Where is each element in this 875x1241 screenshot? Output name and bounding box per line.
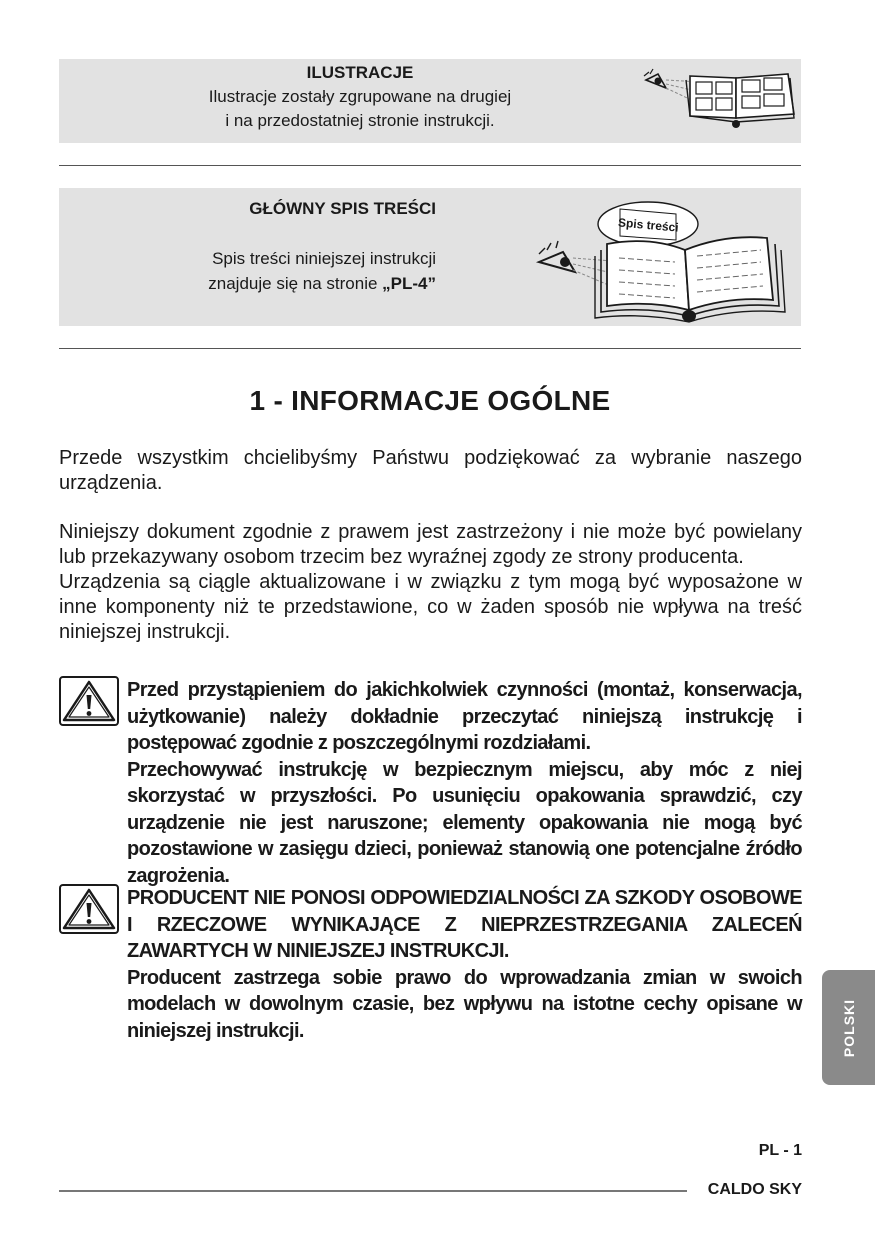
contents-page-ref: „PL-4” bbox=[382, 274, 436, 293]
contents-line-2 bbox=[120, 271, 436, 296]
illustrations-title: ILUSTRACJE bbox=[306, 63, 414, 82]
contents-line-2-prefix: znajduje się na stronie bbox=[208, 274, 383, 293]
illustrations-line-1: Ilustracje zostały zgrupowane na drugiej bbox=[208, 87, 512, 106]
illustrations-line-2: i na przedostatniej stronie instrukcji. bbox=[225, 111, 495, 130]
eye-catalog-icon bbox=[640, 66, 800, 140]
warning-icon bbox=[59, 676, 119, 726]
warning-text-2 bbox=[127, 885, 802, 1044]
section-divider bbox=[59, 348, 801, 349]
contents-text bbox=[120, 246, 436, 296]
warning-text-1 bbox=[127, 677, 802, 889]
eye-book-icon bbox=[535, 196, 795, 324]
section-title: 1 - INFORMACJE OGÓLNE bbox=[249, 385, 611, 416]
warning-2-detail: Producent zastrzega sobie prawo do wprowadzania zmian w swoich modelach w dowolnym czasie, bez wpływu na istotne cechy opisane w niniejszej instrukcji. bbox=[127, 966, 802, 1042]
page-number: PL - 1 bbox=[758, 1142, 802, 1159]
section-divider bbox=[59, 165, 801, 166]
bubble-label: Spis treści bbox=[617, 215, 680, 235]
warning-2-main: PRODUCENT NIE PONOSI ODPOWIEDZIALNOŚCI ZA SZKODY OSOBOWE I RZECZOWE WYNIKAJĄCE Z NIEPRZESTRZEGANIA ZALECEŃ ZAWARTYCH W NINIEJSZEJ INSTRUKCJI. bbox=[127, 887, 802, 962]
contents-title: GŁÓWNY SPIS TREŚCI bbox=[249, 199, 436, 218]
paragraph-updates: Urządzenia są ciągle aktualizowane i w związku z tym mogą być wyposażone w inne komponenty niż te przedstawione, co w żaden sposób nie wpływa na treść niniejszej instrukcji. bbox=[59, 571, 802, 643]
language-tab-label: POLSKI bbox=[840, 998, 857, 1057]
footer-divider bbox=[59, 1190, 687, 1192]
brand-name: CALDO SKY bbox=[707, 1181, 802, 1198]
warning-icon bbox=[59, 884, 119, 934]
illustrations-text bbox=[150, 61, 570, 133]
contents-line-1: Spis treści niniejszej instrukcji bbox=[212, 249, 436, 268]
language-tab bbox=[822, 970, 875, 1085]
paragraph-thanks: Przede wszystkim chcielibyśmy Państwu podziękować za wybranie naszego urządzenia. bbox=[59, 447, 802, 494]
warning-1-detail: Przechowywać instrukcję w bezpiecznym miejscu, aby móc z niej skorzystać w przyszłości. Po usunięciu opakowania sprawdzić, czy urządzenie nie jest naruszone; elementy opakowania nie mogą być pozostawione w zasięgu dzieci, ponieważ stanowią one potencjalne źródło zagrożenia. bbox=[127, 758, 802, 887]
paragraph-copyright: Niniejszy dokument zgodnie z prawem jest zastrzeżony i nie może być powielany lub przekazywany osobom trzecim bez wyraźnej zgody ze strony producenta. bbox=[59, 521, 802, 568]
paragraph-block bbox=[59, 520, 802, 645]
warning-1-main: Przed przystąpieniem do jakichkolwiek czynności (montaż, konserwacja, użytkowanie) należy dokładnie przeczytać niniejszą instrukcję i postępować zgodnie z poszczególnymi rozdziałami. bbox=[127, 679, 802, 754]
